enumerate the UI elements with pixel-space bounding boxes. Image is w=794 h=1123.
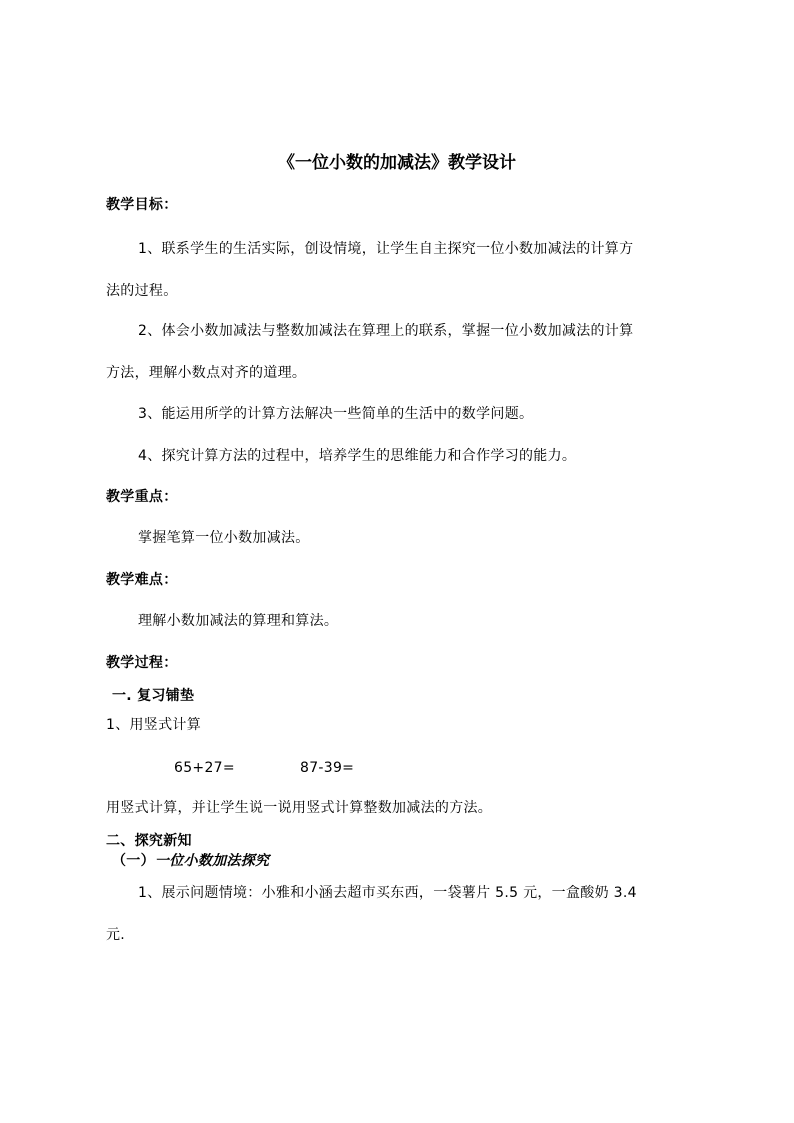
objective-2-line-1: 2、体会小数加减法与整数加减法在算理上的联系，掌握一位小数加减法的计算 bbox=[138, 323, 634, 339]
objective-3: 3、能运用所学的计算方法解决一些简单的生活中的数学问题。 bbox=[138, 406, 534, 422]
document-title: 《一位小数的加减法》教学设计 bbox=[278, 153, 516, 173]
difficulty-text: 理解小数加减法的算理和算法。 bbox=[138, 613, 339, 629]
objective-1-line-1: 1、联系学生的生活实际，创设情境，让学生自主探究一位小数加减法的计算方 bbox=[138, 241, 634, 257]
expression-1: 65+27= bbox=[174, 760, 235, 776]
difficulty-heading: 教学难点： bbox=[106, 572, 178, 588]
section-1-heading: 一. 复习铺垫 bbox=[112, 688, 195, 704]
section-2-sub-title: 一位小数加法探究 bbox=[154, 853, 270, 869]
section-1-note: 用竖式计算，并让学生说一说用竖式计算整数加减法的方法。 bbox=[106, 800, 493, 816]
objective-2-line-2: 方法，理解小数点对齐的道理。 bbox=[106, 365, 307, 381]
key-point-text: 掌握笔算一位小数加减法。 bbox=[138, 530, 310, 546]
objective-4: 4、探究计算方法的过程中，培养学生的思维能力和合作学习的能力。 bbox=[138, 448, 577, 464]
process-heading: 教学过程： bbox=[106, 655, 178, 671]
section-1-sub-1: 1、用竖式计算 bbox=[106, 717, 202, 733]
section-2-sub-prefix: （一） bbox=[112, 853, 155, 869]
objectives-heading: 教学目标： bbox=[106, 197, 178, 213]
section-2-item-1-line-1: 1、展示问题情境：小雅和小涵去超市买东西，一袋薯片 5.5 元，一盒酸奶 3.4 bbox=[138, 885, 637, 901]
section-2-subheading bbox=[112, 852, 269, 870]
section-2-heading: 二、探究新知 bbox=[106, 833, 192, 849]
objective-1-line-2: 法的过程。 bbox=[106, 283, 178, 299]
section-2-item-1-line-2: 元. bbox=[106, 927, 126, 943]
key-point-heading: 教学重点： bbox=[106, 489, 178, 505]
expression-2: 87-39= bbox=[300, 760, 355, 776]
